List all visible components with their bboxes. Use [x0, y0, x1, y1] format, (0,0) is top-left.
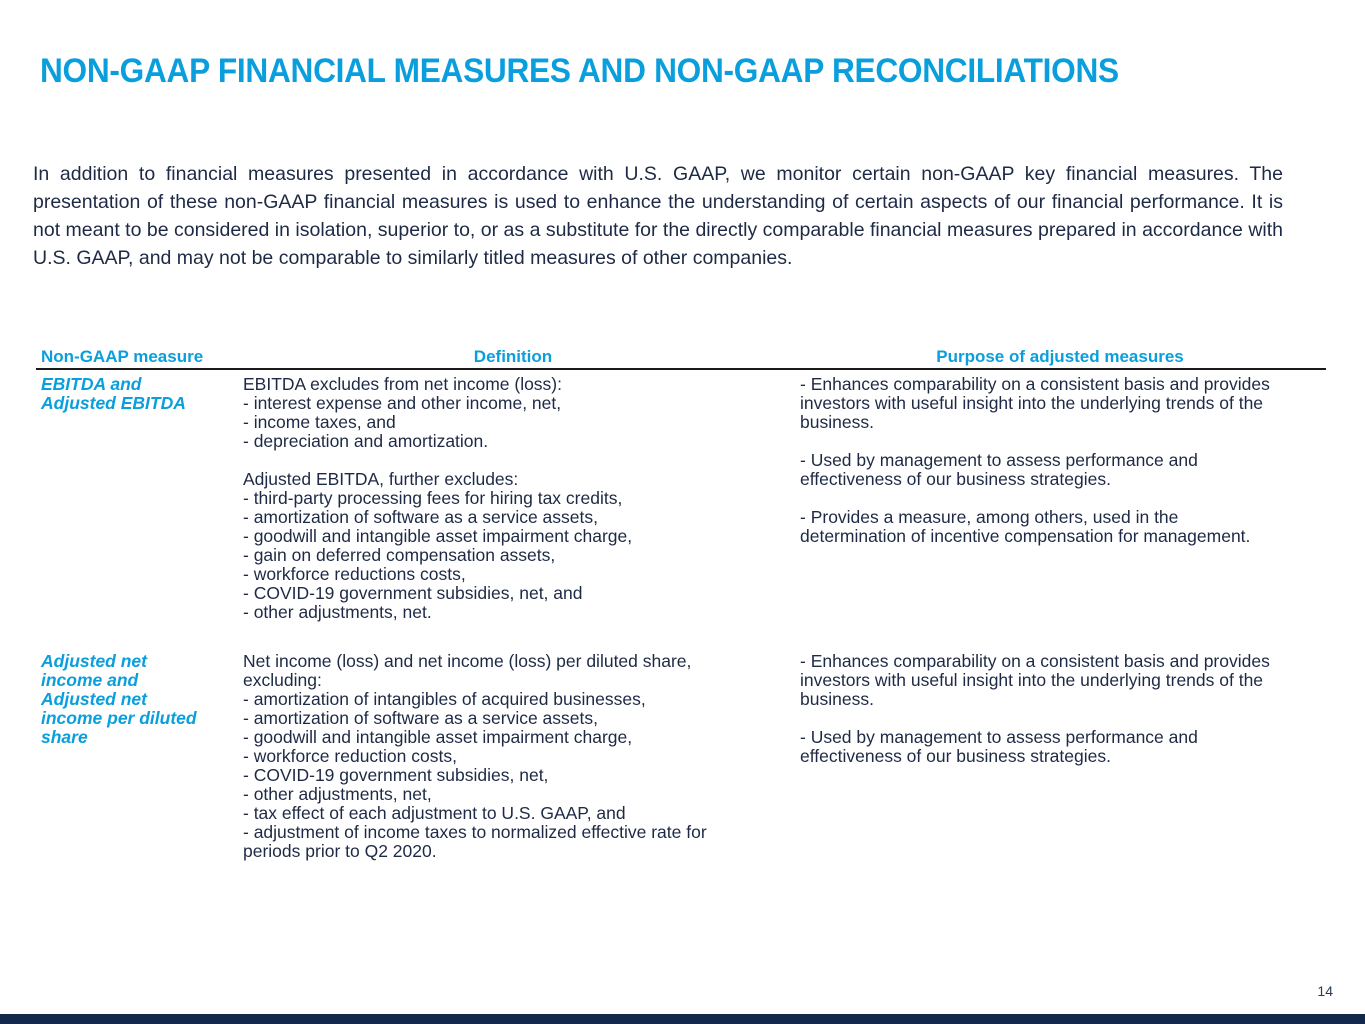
definition-line: - amortization of software as a service assets,: [243, 708, 598, 728]
definition-cell: [243, 375, 793, 622]
definition-line: - adjustment of income taxes to normalized effective rate for: [243, 822, 707, 842]
definition-intro: Adjusted EBITDA, further excludes:: [243, 469, 519, 489]
measure-line: Adjusted net: [41, 689, 147, 709]
purpose-cell: [800, 375, 1330, 546]
column-header-purpose: Purpose of adjusted measures: [936, 347, 1184, 366]
definition-item: - depreciation and amortization.: [243, 431, 489, 451]
definition-item: - COVID-19 government subsidies, net, and: [243, 583, 583, 603]
page-number: 14: [1317, 983, 1333, 999]
purpose-line: - Enhances comparability on a consistent basis and provides: [800, 651, 1270, 671]
definition-cell: [243, 652, 793, 861]
definition-line: - amortization of intangibles of acquired businesses,: [243, 689, 646, 709]
table-row-adjusted-net-income: [36, 652, 1326, 882]
measure-line: Adjusted net: [41, 651, 147, 671]
measure-line: share: [41, 727, 88, 747]
intro-paragraph: In addition to financial measures presented in accordance with U.S. GAAP, we monitor certain non-GAAP key financial measures. The presentation of these non-GAAP financial measures is used to enhance the understanding of certain aspects of our financial performance. It is not meant to be considered in isolation, superior to, or as a substitute for the directly comparable financial measures prepared in accordance with U.S. GAAP, and may not be comparable to similarly titled measures of other companies.: [33, 163, 1283, 269]
definition-line: periods prior to Q2 2020.: [243, 841, 437, 861]
definition-line: - tax effect of each adjustment to U.S. GAAP, and: [243, 803, 626, 823]
non-gaap-table: [36, 344, 1326, 882]
definition-item: - other adjustments, net.: [243, 602, 432, 622]
purpose-line: business.: [800, 412, 874, 432]
footer-bar: [0, 1014, 1365, 1024]
definition-item: - amortization of software as a service assets,: [243, 507, 598, 527]
purpose-line: investors with useful insight into the underlying trends of the: [800, 670, 1264, 690]
definition-item: - workforce reductions costs,: [243, 564, 466, 584]
column-header-measure: Non-GAAP measure: [41, 347, 204, 366]
definition-item: - gain on deferred compensation assets,: [243, 545, 556, 565]
definition-intro: EBITDA excludes from net income (loss):: [243, 374, 562, 394]
purpose-line: effectiveness of our business strategies.: [800, 469, 1111, 489]
definition-item: - third-party processing fees for hiring tax credits,: [243, 488, 623, 508]
page-title: NON-GAAP FINANCIAL MEASURES AND NON-GAAP RECONCILIATIONS: [40, 52, 1119, 90]
definition-item: - income taxes, and: [243, 412, 396, 432]
column-header-definition: Definition: [473, 347, 553, 366]
definition-line: - other adjustments, net,: [243, 784, 432, 804]
definition-line: Net income (loss) and net income (loss) per diluted share,: [243, 651, 692, 671]
measure-line: EBITDA and: [41, 374, 142, 394]
measure-cell: [41, 375, 231, 413]
purpose-line: business.: [800, 689, 874, 709]
measure-line: income and: [41, 670, 139, 690]
definition-item: - goodwill and intangible asset impairment charge,: [243, 526, 633, 546]
purpose-line: - Provides a measure, among others, used in the: [800, 507, 1179, 527]
measure-line: Adjusted EBITDA: [41, 393, 186, 413]
purpose-cell: [800, 652, 1330, 766]
purpose-line: determination of incentive compensation for management.: [800, 526, 1251, 546]
table-header: [36, 344, 1326, 370]
purpose-line: effectiveness of our business strategies.: [800, 746, 1111, 766]
purpose-line: - Used by management to assess performance and: [800, 727, 1198, 747]
purpose-line: - Used by management to assess performance and: [800, 450, 1198, 470]
measure-line: income per diluted: [41, 708, 197, 728]
table-row-ebitda: [36, 375, 1326, 652]
purpose-line: investors with useful insight into the underlying trends of the: [800, 393, 1264, 413]
purpose-line: - Enhances comparability on a consistent basis and provides: [800, 374, 1270, 394]
definition-line: - COVID-19 government subsidies, net,: [243, 765, 549, 785]
definition-line: excluding:: [243, 670, 322, 690]
definition-item: - interest expense and other income, net,: [243, 393, 562, 413]
measure-cell: [41, 652, 231, 747]
definition-line: - workforce reduction costs,: [243, 746, 457, 766]
definition-line: - goodwill and intangible asset impairment charge,: [243, 727, 633, 747]
